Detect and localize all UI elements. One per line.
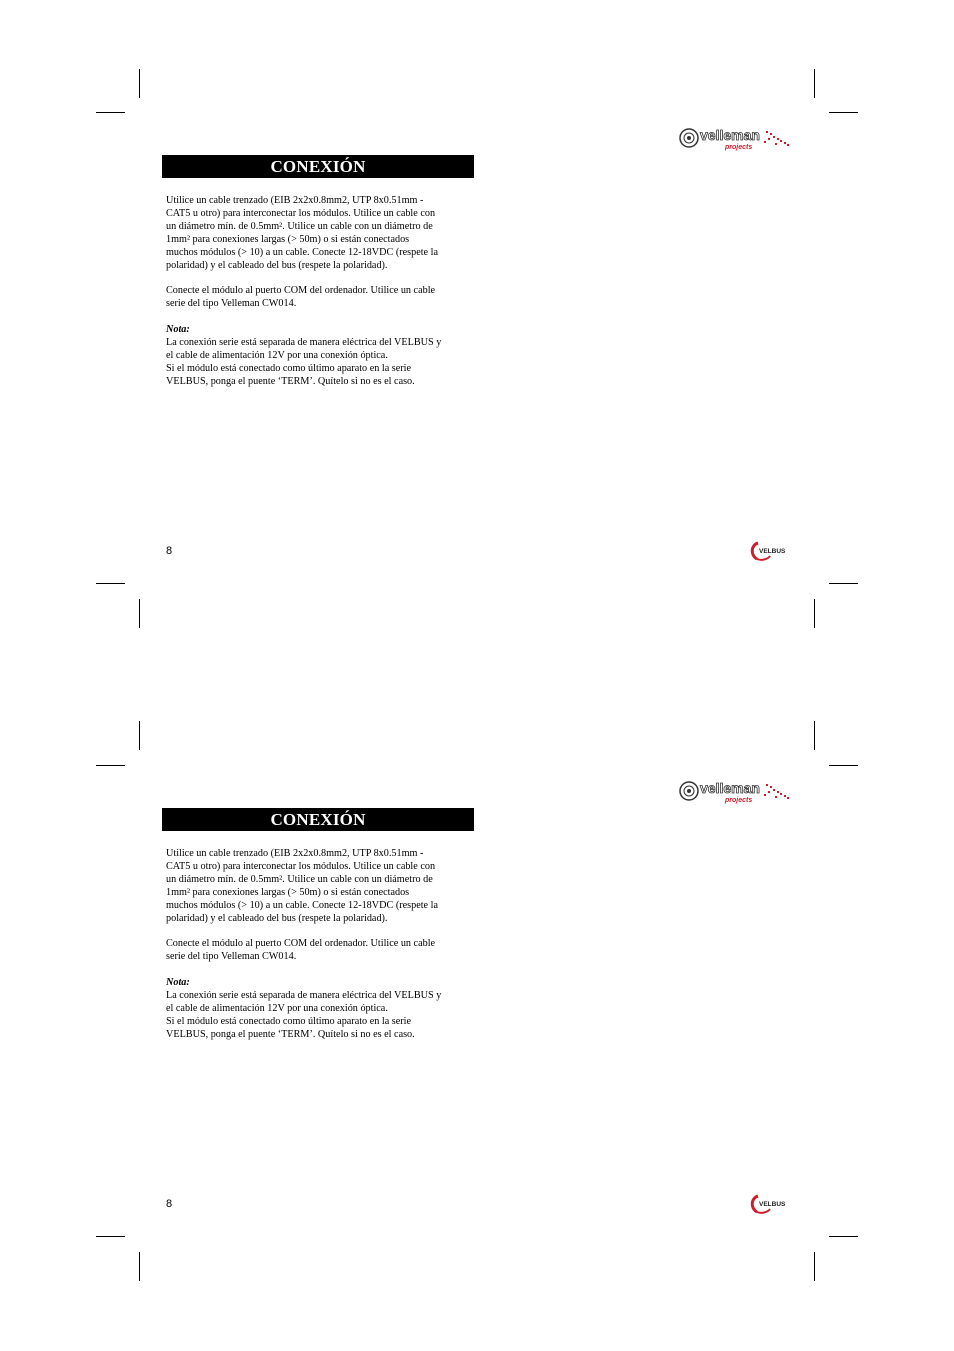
note-text: La conexión serie está separada de manera eléctrica del VELBUS y el cable de alimentación 12V por una conexión óptica. Si el módulo está conectado como último aparato en la serie VELBUS, ponga el puente ‘TERM’. Quítelo si no es el caso. bbox=[166, 336, 442, 387]
section-title: CONEXIÓN bbox=[162, 808, 474, 831]
note-label: Nota: bbox=[166, 977, 190, 989]
paragraph-cable: Utilice un cable trenzado (EIB 2x2x0.8mm2, UTP 8x0.51mm - CAT5 u otro) para interconectar los módulos. Utilice un cable con un diámetro mín. de 0.5mm². Utilice un cable con un diámetro de 1mm² para conexiones largas (> 50m) o si están conectados muchos módulos (> 10) a un cable. Conecte 12-18VDC (respete la polaridad) y el cableado del bus (respete la polaridad). bbox=[166, 848, 438, 924]
velbus-logo bbox=[750, 1194, 790, 1214]
velleman-projects-logo bbox=[679, 778, 793, 804]
note-block bbox=[166, 324, 476, 389]
page-number: 8 bbox=[166, 545, 173, 557]
svg-text:projects: projects bbox=[725, 144, 753, 151]
note-block bbox=[166, 977, 476, 1042]
svg-text:velleman: velleman bbox=[700, 780, 760, 796]
manual-page bbox=[0, 0, 954, 652]
svg-text:velleman: velleman bbox=[700, 127, 760, 143]
note-label: Nota: bbox=[166, 324, 190, 336]
section-title: CONEXIÓN bbox=[162, 155, 474, 178]
paragraph-com-port: Conecte el módulo al puerto COM del ordenador. Utilice un cable serie del tipo Velleman CW014. bbox=[166, 938, 436, 963]
velbus-logo bbox=[750, 541, 790, 561]
svg-text:VELBUS: VELBUS bbox=[759, 1201, 786, 1208]
page-number: 8 bbox=[166, 1198, 173, 1210]
body-text bbox=[166, 848, 476, 1042]
paragraph-cable: Utilice un cable trenzado (EIB 2x2x0.8mm2, UTP 8x0.51mm - CAT5 u otro) para interconectar los módulos. Utilice un cable con un diámetro mín. de 0.5mm². Utilice un cable con un diámetro de 1mm² para conexiones largas (> 50m) o si están conectados muchos módulos (> 10) a un cable. Conecte 12-18VDC (respete la polaridad) y el cableado del bus (respete la polaridad). bbox=[166, 195, 438, 271]
paragraph-com-port: Conecte el módulo al puerto COM del ordenador. Utilice un cable serie del tipo Velleman CW014. bbox=[166, 285, 436, 310]
velleman-projects-logo bbox=[679, 125, 793, 151]
manual-page bbox=[0, 653, 954, 1305]
body-text bbox=[166, 195, 476, 389]
svg-text:VELBUS: VELBUS bbox=[759, 548, 786, 555]
svg-text:projects: projects bbox=[725, 797, 753, 804]
note-text: La conexión serie está separada de manera eléctrica del VELBUS y el cable de alimentación 12V por una conexión óptica. Si el módulo está conectado como último aparato en la serie VELBUS, ponga el puente ‘TERM’. Quítelo si no es el caso. bbox=[166, 989, 442, 1040]
